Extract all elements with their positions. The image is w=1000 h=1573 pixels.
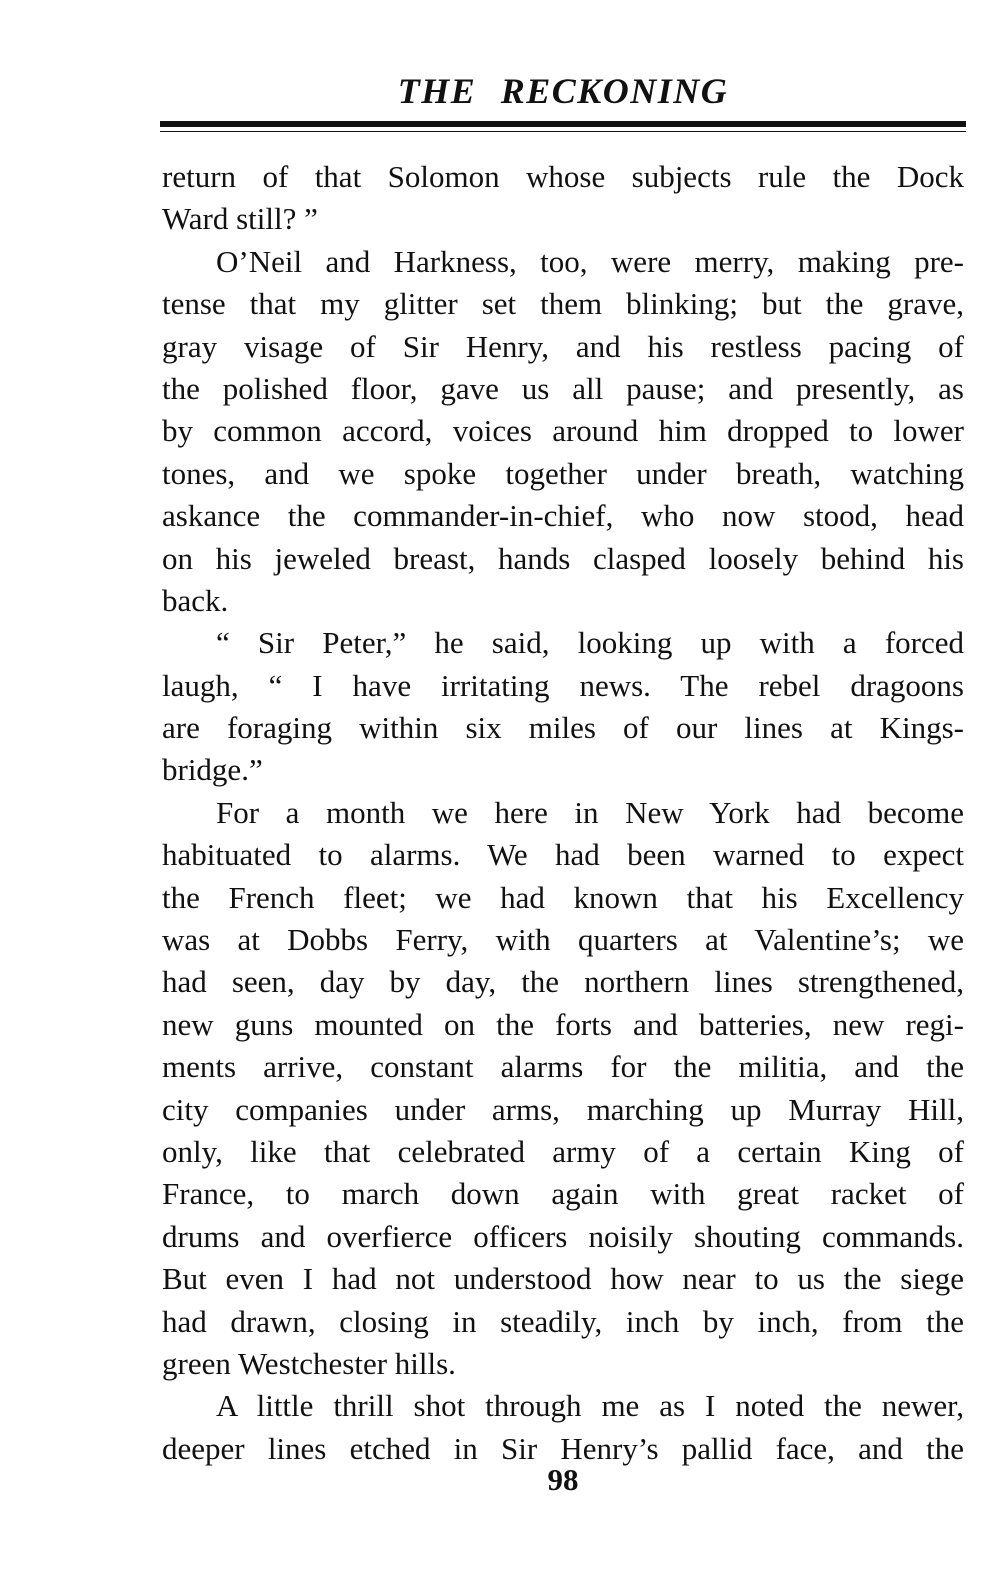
text-line: had drawn, closing in steadily, inch by inch, from the <box>162 1303 964 1339</box>
text-line: green Westchester hills. <box>162 1345 456 1381</box>
text-line: O’Neil and Harkness, too, were merry, making pre- <box>216 243 964 279</box>
text-line: bridge.” <box>162 752 263 788</box>
text-line: askance the commander-in-chief, who now stood, head <box>162 498 964 534</box>
text-line: drums and overfierce officers noisily shouting commands. <box>162 1218 964 1254</box>
text-line: on his jeweled breast, hands clasped loosely behind his <box>162 540 964 576</box>
text-line: But even I had not understood how near to us the siege <box>162 1261 964 1297</box>
text-line: the polished floor, gave us all pause; and presently, as <box>162 370 964 406</box>
text-line: For a month we here in New York had become <box>216 794 964 830</box>
text-line: tones, and we spoke together under breath, watching <box>162 455 964 491</box>
text-line: Ward still? ” <box>162 201 318 237</box>
text-line: laugh, “ I have irritating news. The rebel dragoons <box>162 667 964 703</box>
text-line: France, to march down again with great racket of <box>162 1176 964 1212</box>
text-line: new guns mounted on the forts and batteries, new regi- <box>162 1006 964 1042</box>
body-text <box>162 156 964 1470</box>
text-line: are foraging within six miles of our lines at Kings- <box>162 710 964 746</box>
page-number: 98 <box>547 1462 579 1497</box>
text-line: by common accord, voices around him dropped to lower <box>162 413 964 449</box>
text-line: deeper lines etched in Sir Henry’s pallid face, and the <box>162 1430 964 1466</box>
text-line: ments arrive, constant alarms for the militia, and the <box>162 1049 964 1085</box>
text-line: back. <box>162 582 229 618</box>
text-line: was at Dobbs Ferry, with quarters at Valentine’s; we <box>162 922 964 958</box>
text-line: habituated to alarms. We had been warned to expect <box>162 837 964 873</box>
text-line: city companies under arms, marching up Murray Hill, <box>162 1091 964 1127</box>
text-line: “ Sir Peter,” he said, looking up with a forced <box>216 625 964 661</box>
text-line: the French fleet; we had known that his Excellency <box>162 879 964 915</box>
header-rule-thin <box>160 131 966 132</box>
text-line: had seen, day by day, the northern lines strengthened, <box>162 964 964 1000</box>
running-head: THE RECKONING <box>397 71 729 111</box>
text-line: A little thrill shot through me as I noted the newer, <box>216 1388 964 1424</box>
text-line: only, like that celebrated army of a certain King of <box>162 1133 964 1169</box>
text-line: return of that Solomon whose subjects rule the Dock <box>162 159 964 194</box>
text-line: gray visage of Sir Henry, and his restless pacing of <box>162 328 964 364</box>
text-line: tense that my glitter set them blinking; but the grave, <box>162 286 964 322</box>
header-rule-thick <box>160 121 966 127</box>
